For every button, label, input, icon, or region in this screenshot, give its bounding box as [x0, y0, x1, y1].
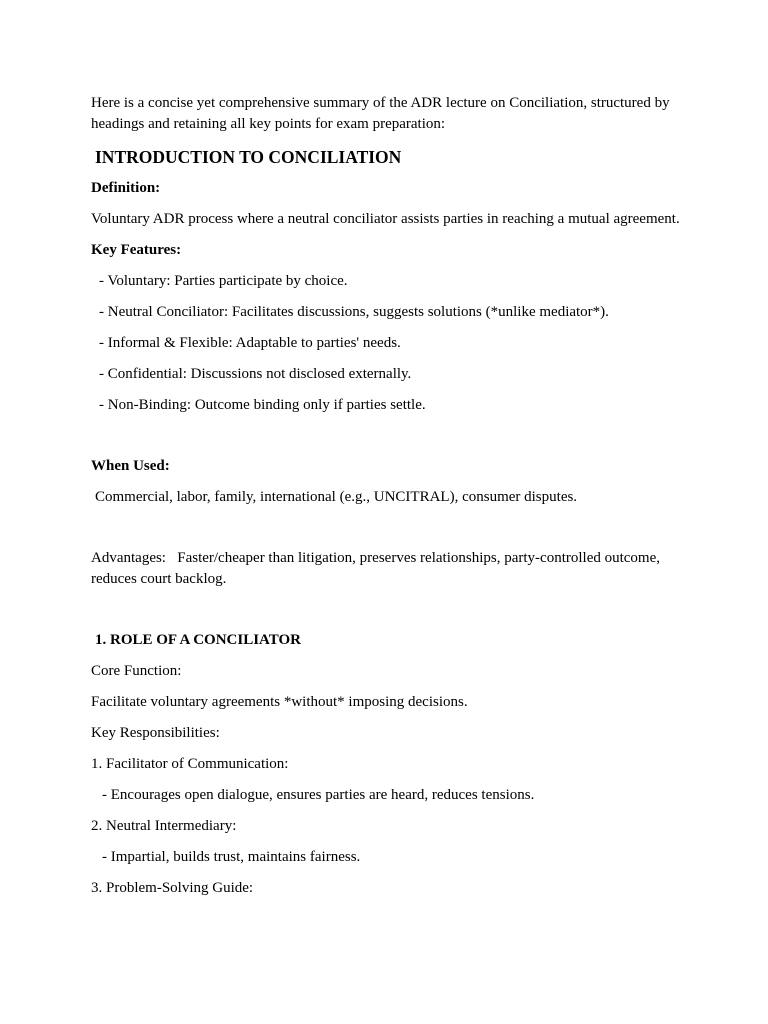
role-heading: 1. ROLE OF A CONCILIATOR [95, 632, 302, 648]
key-feature-item: - Voluntary: Parties participate by choice. [99, 273, 348, 289]
definition-text: Voluntary ADR process where a neutral conciliator assists parties in reaching a mutual agreement. [91, 211, 680, 227]
key-feature-item: - Non-Binding: Outcome binding only if parties settle. [99, 397, 426, 413]
document-page [91, 93, 681, 909]
spacer [91, 600, 681, 630]
core-function-text: Facilitate voluntary agreements *without* imposing decisions. [91, 694, 468, 710]
advantages-text: Faster/cheaper than litigation, preserves relationships, party-controlled outcome, reduces court backlog. [91, 550, 660, 587]
responsibility-title: 1. Facilitator of Communication: [91, 756, 289, 772]
spacer [91, 518, 681, 548]
spacer [91, 426, 681, 456]
when-used-label: When Used: [91, 458, 170, 474]
responsibility-detail: - Impartial, builds trust, maintains fairness. [102, 849, 361, 865]
advantages-paragraph [91, 548, 681, 590]
intro-paragraph: Here is a concise yet comprehensive summary of the ADR lecture on Conciliation, structured by headings and retaining all key points for exam preparation: [91, 95, 670, 132]
definition-label: Definition: [91, 180, 161, 196]
responsibility-title: 2. Neutral Intermediary: [91, 818, 237, 834]
key-feature-item: - Confidential: Discussions not disclosed externally. [99, 366, 412, 382]
key-feature-item: - Informal & Flexible: Adaptable to parties' needs. [99, 335, 401, 351]
key-feature-item: - Neutral Conciliator: Facilitates discussions, suggests solutions (*unlike mediator*). [99, 304, 609, 320]
introduction-heading: INTRODUCTION TO CONCILIATION [95, 147, 402, 167]
key-features-label: Key Features: [91, 242, 182, 258]
core-function-label: Core Function: [91, 663, 182, 679]
key-responsibilities-label: Key Responsibilities: [91, 725, 220, 741]
when-used-text: Commercial, labor, family, international (e.g., UNCITRAL), consumer disputes. [95, 489, 578, 505]
responsibility-detail: - Encourages open dialogue, ensures parties are heard, reduces tensions. [102, 787, 535, 803]
responsibility-title: 3. Problem-Solving Guide: [91, 880, 254, 896]
advantages-label: Advantages: [91, 550, 166, 566]
